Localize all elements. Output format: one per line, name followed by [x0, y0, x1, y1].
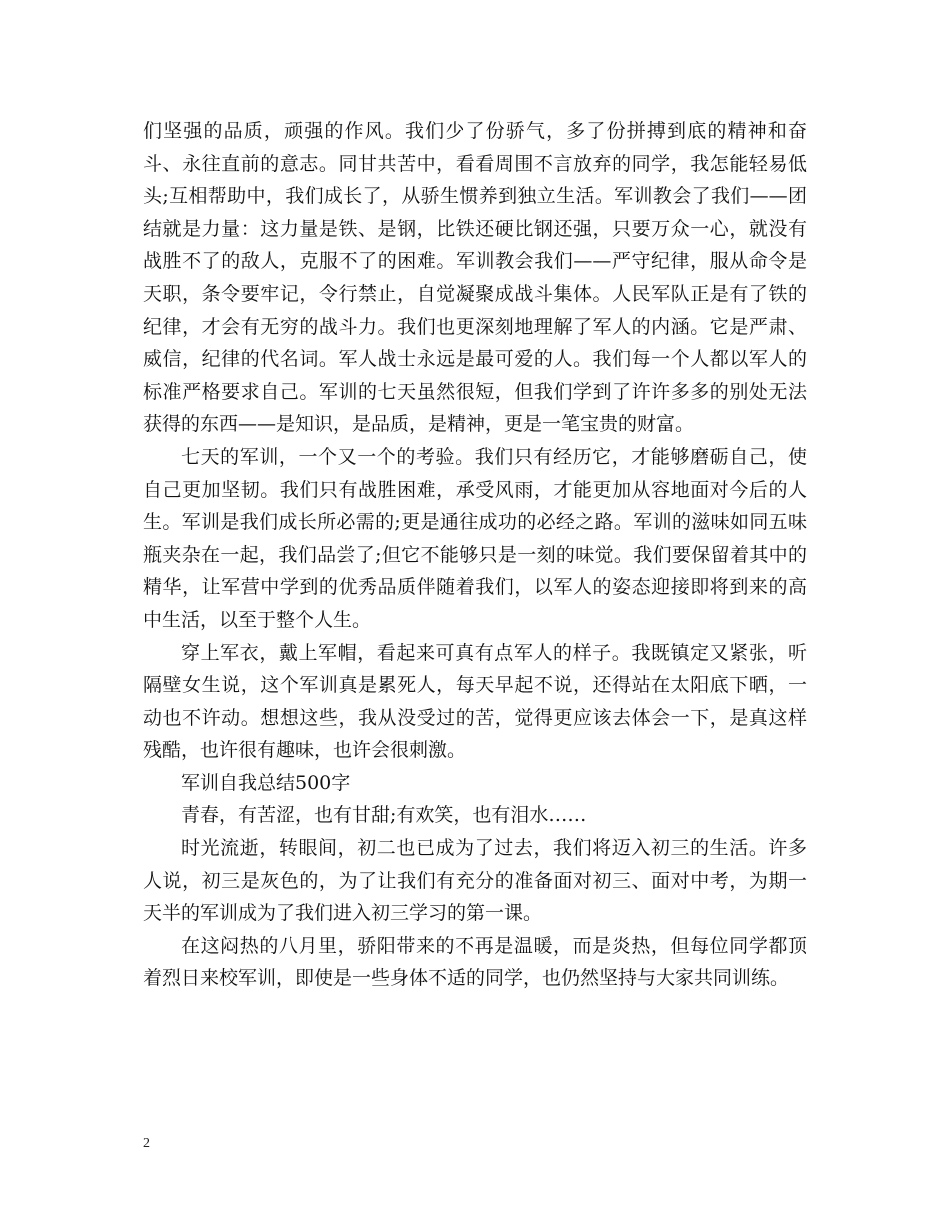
page-number: 2: [143, 1136, 150, 1151]
paragraph-1: 们坚强的品质，顽强的作风。我们少了份骄气，多了份拼搏到底的精神和奋斗、永往直前的意志。同甘共苦中，看看周围不言放弃的同学，我怎能轻易低头;互相帮助中，我们成长了，从骄生惯养到独立生活。军训教会了我们——团结就是力量：这力量是铁、是钢，比铁还硬比钢还强，只要万众一心，就没有战胜不了的敌人，克服不了的困难。军训教会我们——严守纪律，服从命令是天职，条令要牢记，令行禁止，自觉凝聚成战斗集体。人民军队正是有了铁的纪律，才会有无穷的战斗力。我们也更深刻地理解了军人的内涵。它是严肃、威信，纪律的代名词。军人战士永远是最可爱的人。我们每一个人都以军人的标准严格要求自己。军训的七天虽然很短，但我们学到了许许多多的别处无法获得的东西——是知识，是品质，是精神，更是一笔宝贵的财富。: [143, 120, 807, 436]
body-text: [143, 115, 807, 995]
paragraph-2: 七天的军训，一个又一个的考验。我们只有经历它，才能够磨砺自己，使自己更加坚韧。我们只有战胜困难，承受风雨，才能更加从容地面对今后的人生。军训是我们成长所必需的;更是通往成功的必经之路。军训的滋味如同五味瓶夹杂在一起，我们品尝了;但它不能够只是一刻的味觉。我们要保留着其中的精华，让军营中学到的优秀品质伴随着我们，以军人的姿态迎接即将到来的高中生活，以至于整个人生。: [143, 445, 807, 631]
paragraph-6: 在这闷热的八月里，骄阳带来的不再是温暖，而是炎热，但每位同学都顶着烈日来校军训，即使是一些身体不适的同学，也仍然坚持与大家共同训练。: [143, 934, 807, 990]
section-heading: 军训自我总结500字: [181, 771, 351, 794]
paragraph-4: 青春，有苦涩，也有甘甜;有欢笑，也有泪水……: [181, 804, 587, 827]
paragraph-5: 时光流逝，转眼间，初二也已成为了过去，我们将迈入初三的生活。许多人说，初三是灰色的，为了让我们有充分的准备面对初三、面对中考，为期一天半的军训成为了我们进入初三学习的第一课。: [143, 837, 807, 925]
paragraph-3: 穿上军衣，戴上军帽，看起来可真有点军人的样子。我既镇定又紧张，听隔壁女生说，这个军训真是累死人，每天早起不说，还得站在太阳底下晒，一动也不许动。想想这些，我从没受过的苦，觉得更应该去体会一下，是真这样残酷，也许很有趣味，也许会很刺激。: [143, 641, 807, 762]
